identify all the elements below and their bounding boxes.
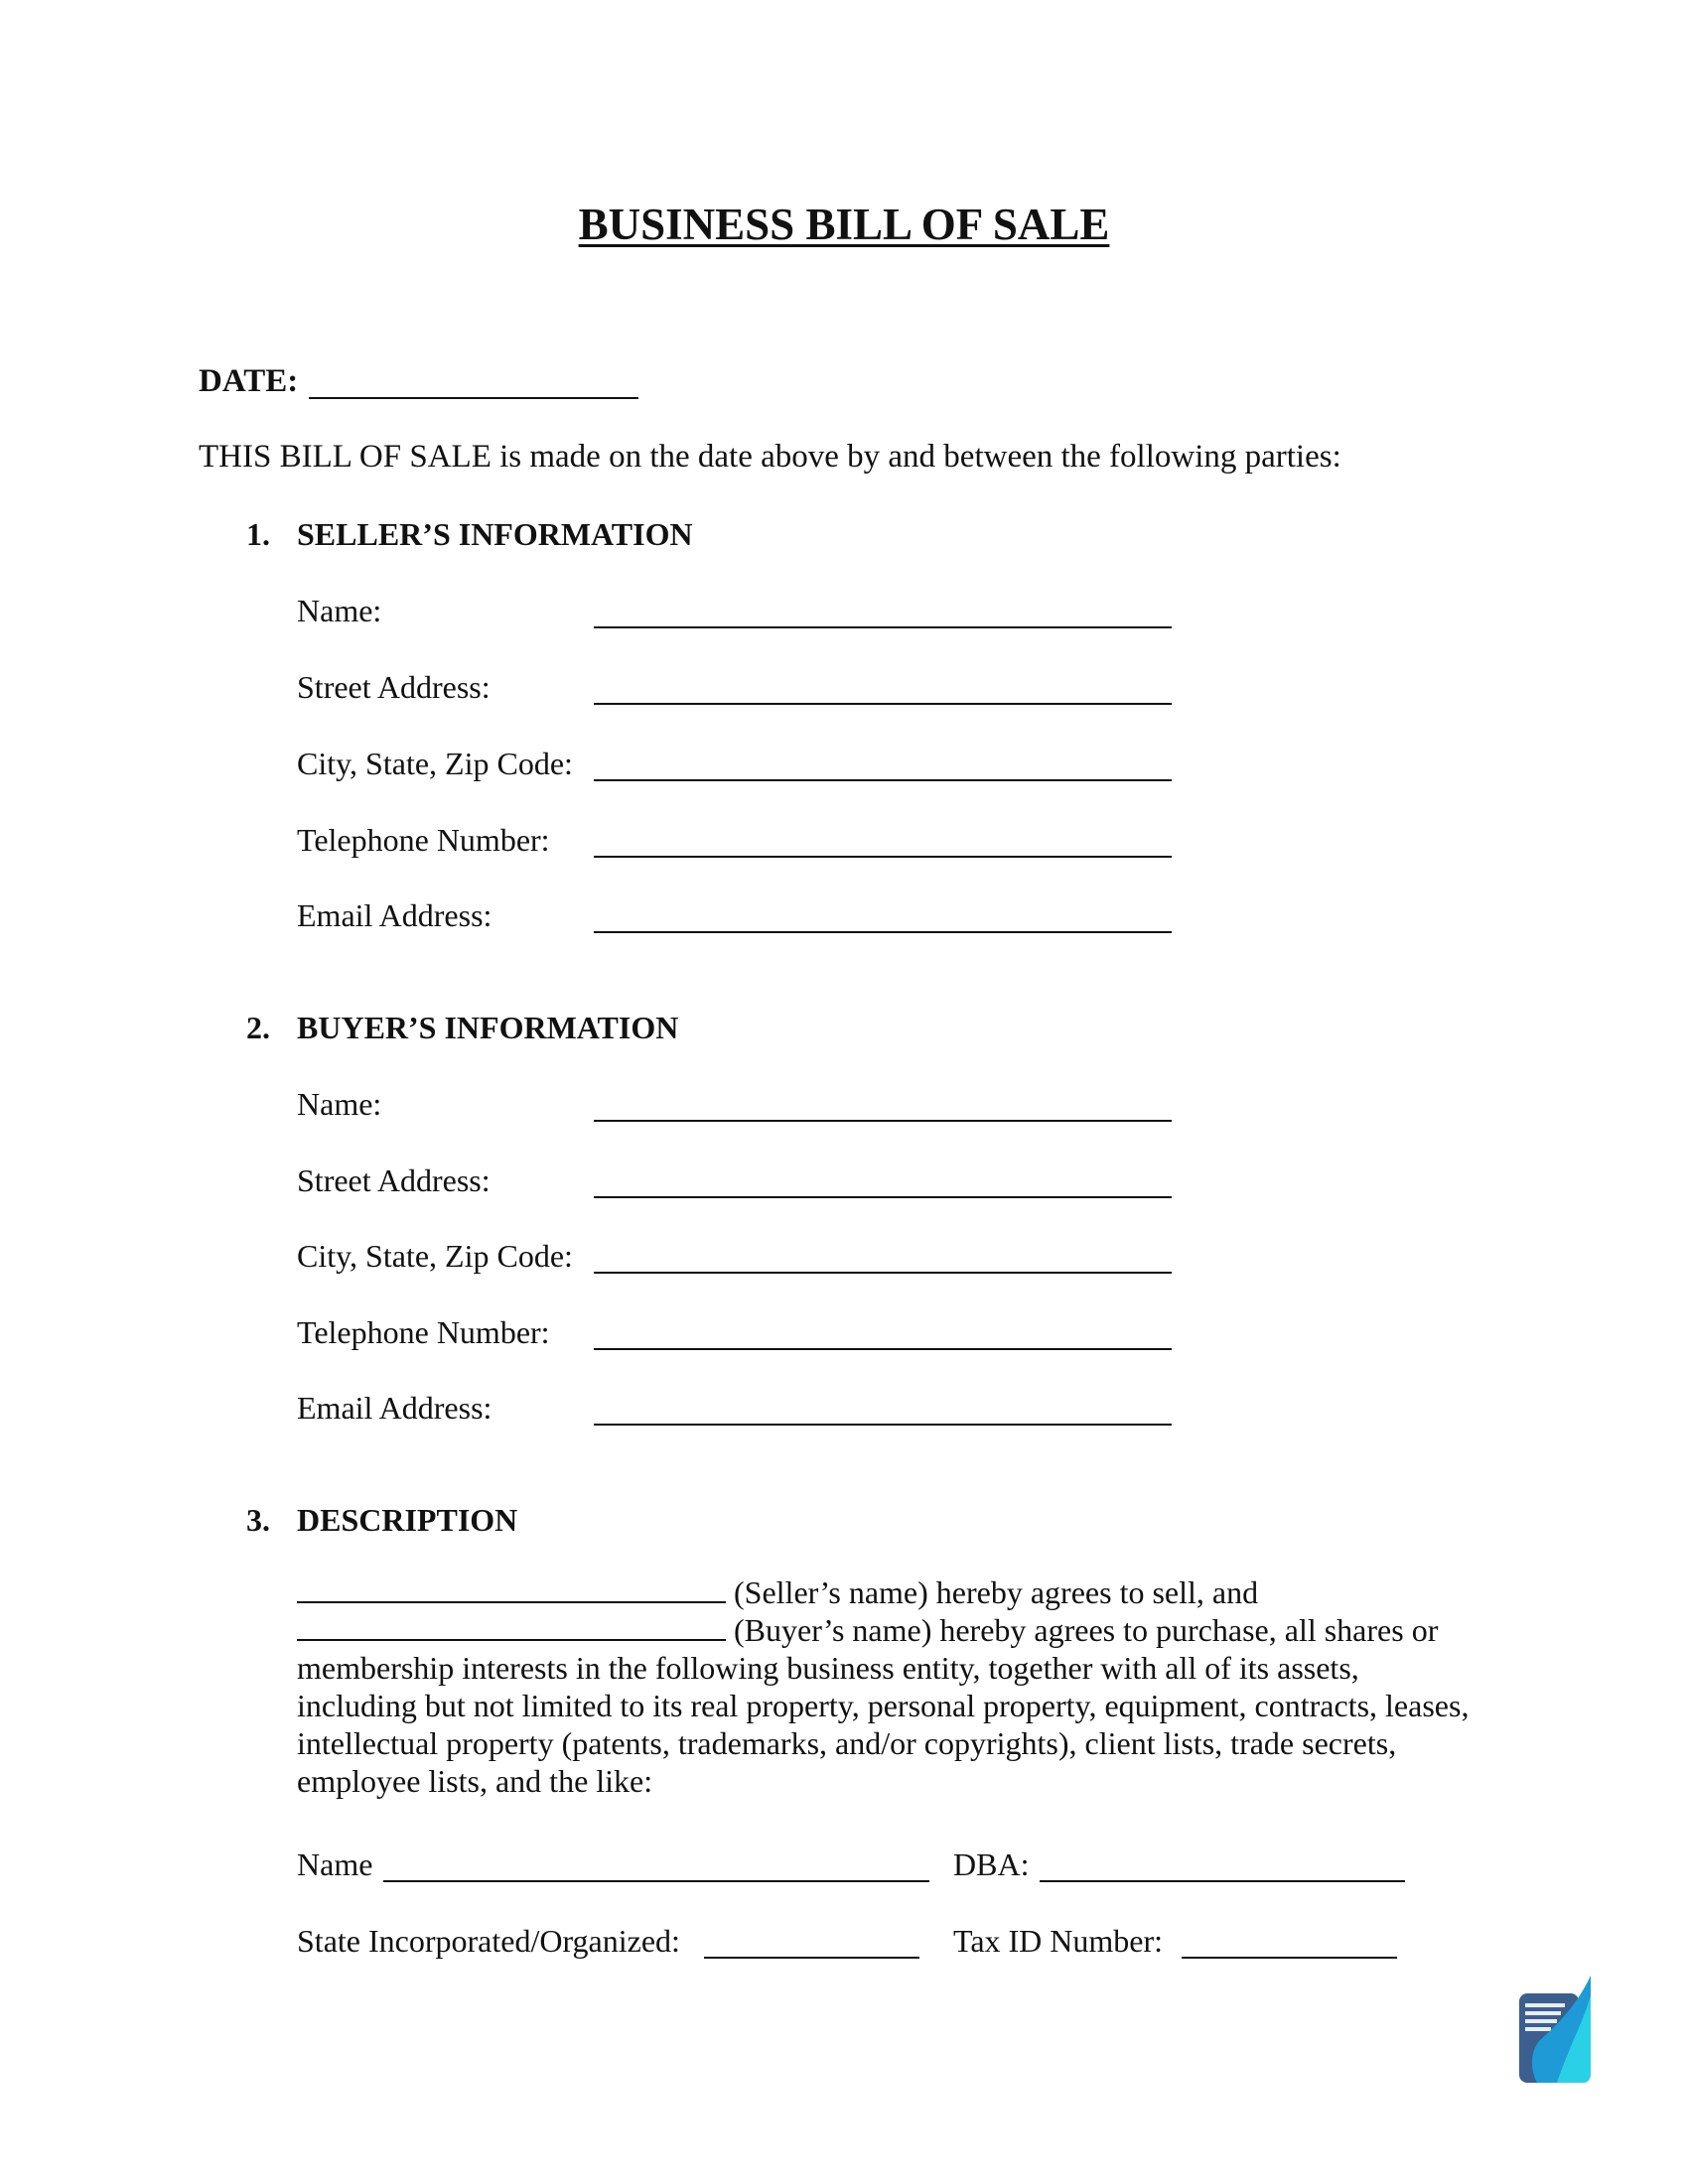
buyer-name-blank[interactable] bbox=[297, 1639, 726, 1641]
dba-label: DBA: bbox=[953, 1846, 1030, 1882]
seller-name-label: Name: bbox=[297, 593, 382, 628]
buyer-email-field[interactable] bbox=[594, 1424, 1172, 1426]
section-number: 3. bbox=[246, 1502, 270, 1538]
seller-agreement-text: (Seller’s name) hereby agrees to sell, and bbox=[734, 1574, 1259, 1610]
buyer-name-field[interactable] bbox=[594, 1120, 1172, 1122]
tax-id-label: Tax ID Number: bbox=[953, 1923, 1164, 1959]
description-paragraph bbox=[297, 1573, 1478, 1800]
seller-city-label: City, State, Zip Code: bbox=[297, 746, 573, 781]
seller-street-field[interactable] bbox=[594, 703, 1172, 705]
seller-section-title: SELLER’S INFORMATION bbox=[297, 516, 693, 552]
seller-phone-field[interactable] bbox=[594, 856, 1172, 858]
seller-name-field[interactable] bbox=[594, 626, 1172, 628]
buyer-agreement-text: (Buyer’s name) hereby agrees to purchase, all shares or membership interests in the following business entity, together with all of its assets, including but not limited to its real property, personal property, equipment, contracts, leases, intellectual property (patents, trademarks, and/or copyrights), client lists, trade secrets, employee lists, and the like: bbox=[297, 1612, 1470, 1799]
seller-street-label: Street Address: bbox=[297, 669, 491, 705]
seller-city-field[interactable] bbox=[594, 779, 1172, 781]
buyer-street-label: Street Address: bbox=[297, 1162, 491, 1198]
state-incorporated-field[interactable] bbox=[704, 1957, 919, 1959]
buyer-section-title: BUYER’S INFORMATION bbox=[297, 1010, 679, 1045]
entity-name-field[interactable] bbox=[383, 1880, 929, 1882]
buyer-street-field[interactable] bbox=[594, 1196, 1172, 1198]
date-label: DATE: bbox=[199, 363, 299, 399]
seller-phone-label: Telephone Number: bbox=[297, 822, 550, 858]
seller-email-field[interactable] bbox=[594, 931, 1172, 933]
document-leaf-logo-icon bbox=[1517, 1976, 1593, 2087]
section-number: 2. bbox=[246, 1010, 270, 1045]
intro-text: THIS BILL OF SALE is made on the date above by and between the following parties: bbox=[199, 439, 1341, 475]
tax-id-field[interactable] bbox=[1182, 1957, 1397, 1959]
buyer-city-field[interactable] bbox=[594, 1272, 1172, 1274]
entity-name-label: Name bbox=[297, 1846, 373, 1882]
description-section-title: DESCRIPTION bbox=[297, 1502, 518, 1538]
buyer-phone-field[interactable] bbox=[594, 1348, 1172, 1350]
seller-name-blank[interactable] bbox=[297, 1601, 726, 1603]
section-number: 1. bbox=[246, 516, 270, 552]
buyer-email-label: Email Address: bbox=[297, 1390, 492, 1426]
seller-email-label: Email Address: bbox=[297, 897, 492, 933]
state-incorporated-label: State Incorporated/Organized: bbox=[297, 1923, 680, 1959]
document-title: BUSINESS BILL OF SALE bbox=[578, 200, 1110, 249]
buyer-name-label: Name: bbox=[297, 1086, 382, 1122]
dba-field[interactable] bbox=[1040, 1880, 1405, 1882]
buyer-phone-label: Telephone Number: bbox=[297, 1314, 550, 1350]
date-field[interactable] bbox=[309, 397, 638, 399]
buyer-city-label: City, State, Zip Code: bbox=[297, 1238, 573, 1274]
